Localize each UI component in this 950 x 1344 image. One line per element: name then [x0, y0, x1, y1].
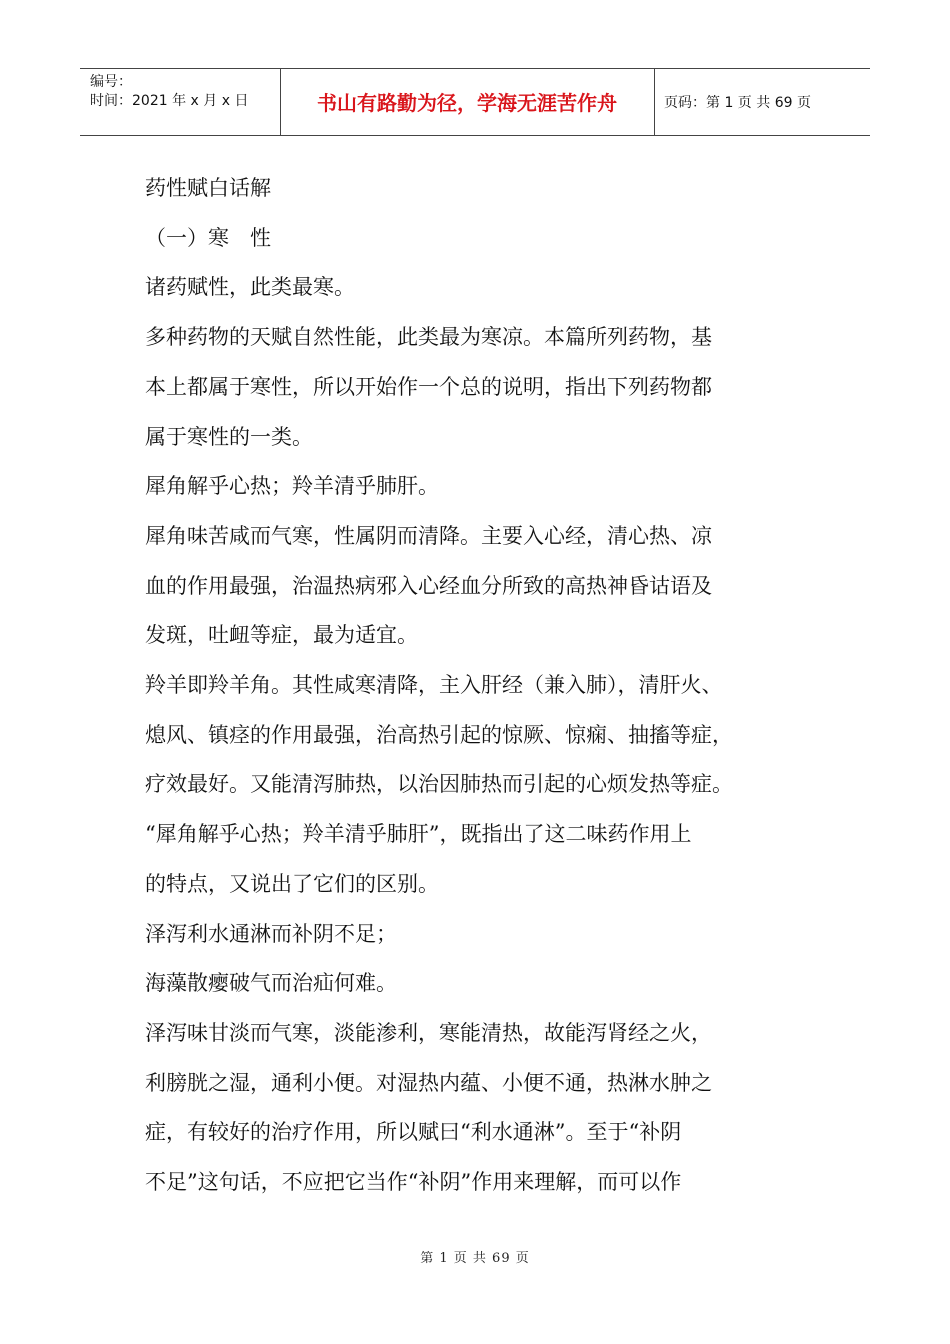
text-line: 本上都属于寒性，所以开始作一个总的说明，指出下列药物都: [145, 374, 712, 399]
text-line: 犀角味苦咸而气寒，性属阴而清降。主要入心经，清心热、凉: [145, 523, 712, 548]
text-line: 诸药赋性，此类最寒。: [145, 275, 355, 300]
text-line: 泽泻味甘淡而气寒，淡能渗利，寒能清热，故能泻肾经之火，: [145, 1020, 712, 1045]
text-line: 不足”这句话，不应把它当作“补阴”作用来理解，而可以作: [145, 1170, 682, 1195]
text-line: 羚羊即羚羊角。其性咸寒清降，主入肝经（兼入肺），清肝火、: [145, 673, 723, 698]
section-heading: （一）寒 性: [145, 225, 271, 250]
text-line: 的特点，又说出了它们的区别。: [145, 871, 439, 896]
page-header: [80, 68, 870, 136]
page-footer: 第 1 页 共 69 页: [420, 1251, 530, 1266]
time-label: 时间：2021 年 x 月 x 日: [90, 93, 249, 109]
text-line: 疗效最好。又能清泻肺热，以治因肺热而引起的心烦发热等症。: [145, 772, 733, 797]
text-line: 多种药物的天赋自然性能，此类最为寒凉。本篇所列药物，基: [145, 325, 712, 350]
document-body: [145, 164, 815, 1208]
text-line: 属于寒性的一类。: [145, 424, 313, 449]
doc-title: 药性赋白话解: [145, 176, 271, 200]
text-line: 熄风、镇痉的作用最强，治高热引起的惊厥、惊痫、抽搐等症，: [145, 722, 733, 747]
header-meta: [90, 73, 248, 111]
text-line: 发斑，吐衄等症，最为适宜。: [145, 623, 418, 648]
text-line: “犀角解乎心热；羚羊清乎肺肝”，既指出了这二味药作用上: [145, 822, 692, 847]
text-line: 症，有较好的治疗作用，所以赋曰“利水通淋”。至于“补阴: [145, 1120, 682, 1145]
text-line: 犀角解乎心热；羚羊清乎肺肝。: [145, 474, 439, 499]
header-divider-right: [654, 69, 655, 135]
header-page-info: 页码：第 1 页 共 69 页: [664, 95, 811, 111]
text-line: 利膀胱之湿，通利小便。对湿热内蕴、小便不通，热淋水肿之: [145, 1070, 712, 1095]
text-line: 海藻散瘿破气而治疝何难。: [145, 971, 397, 996]
header-motto: 书山有路勤为径，学海无涯苦作舟: [317, 91, 617, 115]
text-line: 血的作用最强，治温热病邪入心经血分所致的高热神昏诂语及: [145, 573, 712, 598]
text-line: 泽泻利水通淋而补阴不足；: [145, 921, 397, 946]
serial-label: 编号：: [90, 74, 132, 90]
